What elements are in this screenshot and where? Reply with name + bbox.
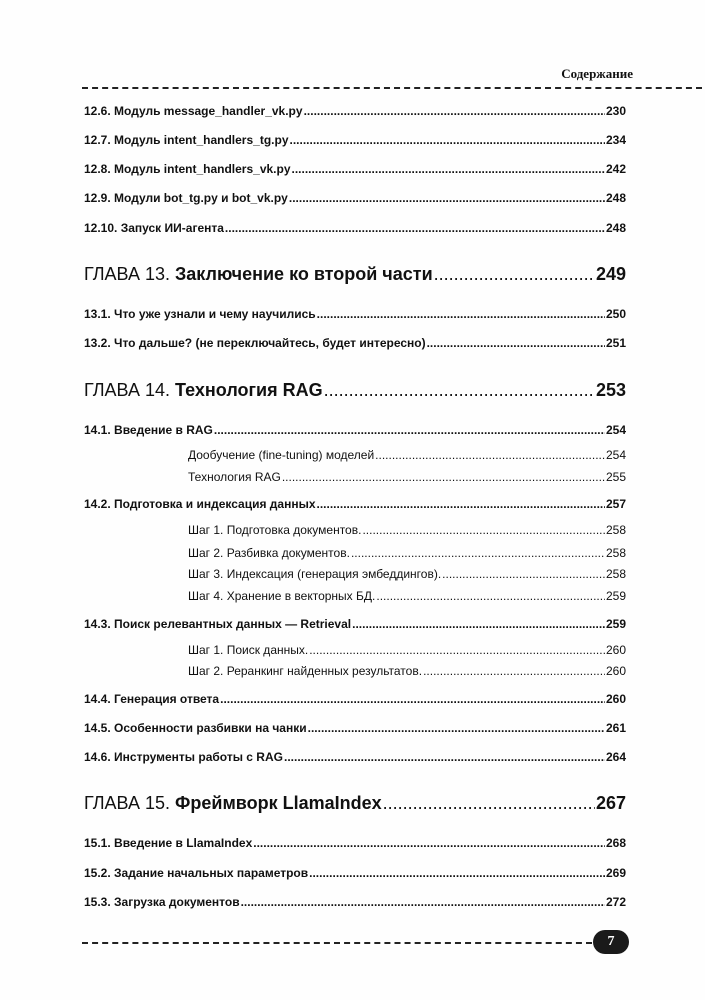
entry-page-number: 253 [595, 380, 626, 400]
entry-page-number: 255 [605, 470, 626, 484]
entry-title: 15.2. Задание начальных параметров [84, 866, 309, 880]
entry-title: 12.6. Модуль message_handler_vk.py [84, 104, 303, 118]
dot-leader [214, 423, 605, 437]
toc-subsection-entry [188, 664, 626, 678]
toc-chapter-entry [84, 380, 626, 401]
entry-page-number: 260 [605, 643, 626, 657]
entry-title: Заключение ко второй части [175, 264, 433, 284]
entry-title: Шаг 2. Разбивка документов. [188, 546, 350, 560]
toc-section-entry [84, 221, 626, 235]
entry-page-number: 230 [605, 104, 626, 118]
toc-section-entry [84, 336, 626, 350]
chapter-number: ГЛАВА 14. [84, 380, 170, 400]
entry-title: Технология RAG [175, 380, 323, 400]
toc-section-entry [84, 423, 626, 437]
entry-page-number: 260 [605, 692, 626, 706]
entry-title: 14.2. Подготовка и индексация данных [84, 497, 316, 511]
header-rule [82, 87, 702, 89]
toc-section-entry [84, 162, 626, 176]
dot-leader [434, 264, 595, 285]
toc-section-entry [84, 191, 626, 205]
dot-leader [290, 133, 605, 147]
toc-section-entry [84, 866, 626, 880]
dot-leader [309, 866, 605, 880]
dot-leader [289, 191, 605, 205]
entry-title: Шаг 3. Индексация (генерация эмбеддингов). [188, 567, 442, 581]
entry-page-number: 242 [605, 162, 626, 176]
entry-page-number: 251 [605, 336, 626, 350]
entry-title: Шаг 4. Хранение в векторных БД. [188, 589, 376, 603]
entry-page-number: 234 [605, 133, 626, 147]
entry-page-number: 272 [605, 895, 626, 909]
entry-title: 12.7. Модуль intent_handlers_tg.py [84, 133, 289, 147]
entry-title: 12.8. Модуль intent_handlers_vk.py [84, 162, 291, 176]
dot-leader [352, 617, 605, 631]
footer-rule [82, 942, 592, 944]
entry-page-number: 254 [605, 448, 626, 462]
entry-page-number: 249 [595, 264, 626, 284]
dot-leader [427, 336, 605, 350]
toc-section-entry [84, 617, 626, 631]
dot-leader [225, 221, 605, 235]
running-header: Содержание [561, 66, 633, 81]
dot-leader [442, 567, 605, 581]
toc-section-entry [84, 497, 626, 511]
entry-title: 13.2. Что дальше? (не переключайтесь, будет интересно) [84, 336, 426, 350]
toc-chapter-entry [84, 264, 626, 285]
toc-section-entry [84, 104, 626, 118]
entry-page-number: 254 [605, 423, 626, 437]
entry-title: Шаг 1. Подготовка документов. [188, 523, 362, 537]
entry-page-number: 250 [605, 307, 626, 321]
toc-subsection-entry [188, 567, 626, 581]
toc-subsection-entry [188, 448, 626, 462]
entry-page-number: 269 [605, 866, 626, 880]
entry-page-number: 258 [605, 546, 626, 560]
dot-leader [304, 104, 605, 118]
dot-leader [317, 497, 605, 511]
toc-chapter-entry [84, 793, 626, 814]
entry-page-number: 264 [605, 750, 626, 764]
dot-leader [362, 523, 605, 537]
dot-leader [282, 470, 605, 484]
toc-section-entry [84, 721, 626, 735]
dot-leader [324, 380, 595, 401]
dot-leader [241, 895, 605, 909]
dot-leader [284, 750, 605, 764]
entry-page-number: 268 [605, 836, 626, 850]
entry-page-number: 248 [605, 191, 626, 205]
entry-page-number: 248 [605, 221, 626, 235]
dot-leader [253, 836, 605, 850]
entry-page-number: 259 [605, 617, 626, 631]
entry-title: Дообучение (fine-tuning) моделей [188, 448, 375, 462]
chapter-number: ГЛАВА 13. [84, 264, 170, 284]
dot-leader [423, 664, 605, 678]
dot-leader [351, 546, 605, 560]
entry-page-number: 267 [595, 793, 626, 813]
entry-page-number: 258 [605, 523, 626, 537]
dot-leader [383, 793, 595, 814]
dot-leader [309, 643, 605, 657]
toc-subsection-entry [188, 546, 626, 560]
toc-section-entry [84, 133, 626, 147]
entry-title: 14.4. Генерация ответа [84, 692, 220, 706]
entry-page-number: 261 [605, 721, 626, 735]
entry-title: 14.1. Введение в RAG [84, 423, 213, 437]
entry-title: 14.5. Особенности разбивки на чанки [84, 721, 307, 735]
toc-section-entry [84, 750, 626, 764]
entry-page-number: 259 [605, 589, 626, 603]
toc-subsection-entry [188, 643, 626, 657]
toc-section-entry [84, 895, 626, 909]
entry-page-number: 258 [605, 567, 626, 581]
entry-title: Шаг 2. Реранкинг найденных результатов. [188, 664, 423, 678]
dot-leader [317, 307, 605, 321]
toc-section-entry [84, 307, 626, 321]
toc-section-entry [84, 836, 626, 850]
entry-title: 12.9. Модули bot_tg.py и bot_vk.py [84, 191, 288, 205]
entry-title: 15.3. Загрузка документов [84, 895, 240, 909]
entry-title: 14.6. Инструменты работы с RAG [84, 750, 283, 764]
entry-title: Шаг 1. Поиск данных. [188, 643, 309, 657]
entry-page-number: 257 [605, 497, 626, 511]
entry-title: Фреймворк LlamaIndex [175, 793, 382, 813]
entry-page-number: 260 [605, 664, 626, 678]
dot-leader [376, 589, 605, 603]
entry-title: 13.1. Что уже узнали и чему научились [84, 307, 316, 321]
dot-leader [375, 448, 605, 462]
toc-subsection-entry [188, 470, 626, 484]
entry-title: Технология RAG [188, 470, 281, 484]
chapter-number: ГЛАВА 15. [84, 793, 170, 813]
entry-title: 14.3. Поиск релевантных данных — Retrieval [84, 617, 352, 631]
toc-section-entry [84, 692, 626, 706]
toc-subsection-entry [188, 523, 626, 537]
entry-title: 12.10. Запуск ИИ-агента [84, 221, 224, 235]
dot-leader [220, 692, 605, 706]
entry-title: 15.1. Введение в LlamaIndex [84, 836, 253, 850]
toc-subsection-entry [188, 589, 626, 603]
page-number-badge: 7 [593, 930, 629, 954]
dot-leader [292, 162, 605, 176]
dot-leader [308, 721, 605, 735]
